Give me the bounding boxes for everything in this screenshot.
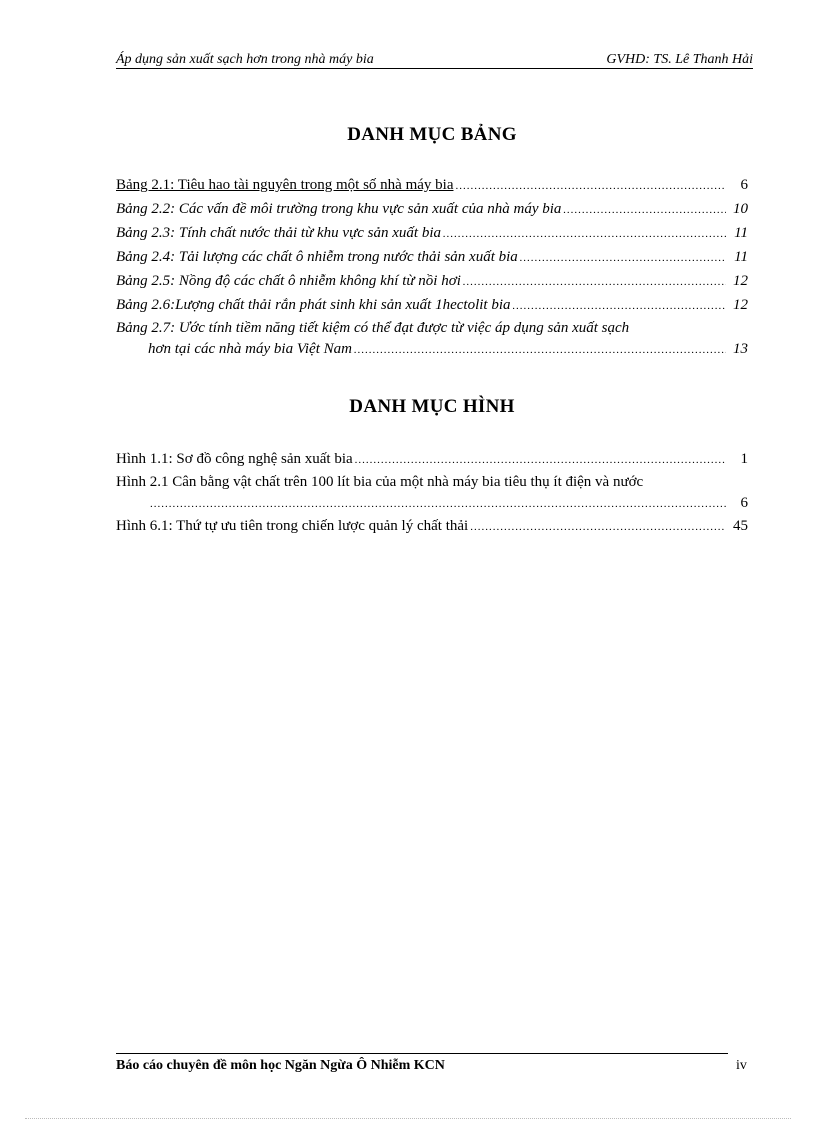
dot-leader [455, 180, 726, 192]
dot-leader [470, 521, 726, 533]
dot-leader [563, 204, 726, 216]
toc-entry-page: 12 [733, 273, 748, 289]
footer-title: Báo cáo chuyên đề môn học Ngăn Ngừa Ô Nhiễm KCN [116, 1058, 445, 1073]
toc-entry-label: Bảng 2.3: Tính chất nước thải từ khu vực sản xuất bia [116, 225, 442, 241]
toc-entry-label: Bảng 2.4: Tải lượng các chất ô nhiễm trong nước thải sản xuất bia [116, 249, 518, 265]
toc-entry-table-2-3[interactable] [116, 225, 748, 247]
tables-section-title: DANH MỤC BẢNG [347, 124, 517, 145]
footer-rule [116, 1053, 728, 1054]
figures-section-title: DANH MỤC HÌNH [349, 396, 515, 417]
toc-entry-table-2-2[interactable] [116, 201, 748, 223]
toc-entry-page: 6 [740, 177, 748, 193]
toc-entry-page: 13 [733, 341, 748, 357]
toc-entry-label: Bảng 2.1: Tiêu hao tài nguyên trong một số nhà máy bia [116, 177, 454, 193]
toc-entry-table-2-5[interactable] [116, 273, 748, 295]
toc-entry-label: Hình 1.1: Sơ đồ công nghệ sản xuất bia [116, 451, 353, 467]
toc-entry-figure-2-1[interactable] [148, 495, 748, 517]
toc-entry-table-2-7-line1[interactable]: Bảng 2.7: Ước tính tiềm năng tiết kiệm có thể đạt được từ việc áp dụng sản xuất sạch [116, 320, 630, 336]
toc-entry-page: 45 [733, 518, 748, 534]
header-title: Áp dụng sản xuất sạch hơn trong nhà máy bia [116, 52, 374, 67]
toc-entry-page: 11 [734, 225, 748, 241]
footer-page-number: iv [736, 1058, 747, 1073]
toc-entry-page: 11 [734, 249, 748, 265]
page-header [116, 50, 753, 69]
dot-leader [354, 344, 726, 356]
dot-leader [150, 498, 726, 510]
toc-entry-table-2-7[interactable] [148, 341, 748, 363]
toc-entry-figure-2-1-line1[interactable]: Hình 2.1 Cân bằng vật chất trên 100 lít bia của một nhà máy bia tiêu thụ ít điện và nước [116, 474, 644, 490]
toc-entry-figure-1-1[interactable] [116, 451, 748, 473]
toc-entry-figure-6-1[interactable] [116, 518, 748, 540]
dot-leader [520, 252, 726, 264]
toc-entry-label: hơn tại các nhà máy bia Việt Nam [148, 341, 352, 357]
toc-entry-label: Bảng 2.6:Lượng chất thải rắn phát sinh khi sản xuất 1hectolit bia [116, 297, 511, 313]
dot-leader [463, 276, 726, 288]
toc-entry-label: Hình 6.1: Thứ tự ưu tiên trong chiến lược quản lý chất thải [116, 518, 469, 534]
toc-entry-table-2-6[interactable] [116, 297, 748, 319]
toc-entry-page: 12 [733, 297, 748, 313]
toc-entry-page: 1 [740, 451, 748, 467]
toc-entry-table-2-1[interactable] [116, 177, 748, 199]
toc-entry-table-2-4[interactable] [116, 249, 748, 271]
dot-leader [443, 228, 726, 240]
header-advisor: GVHD: TS. Lê Thanh Hải [606, 52, 753, 67]
dot-leader [355, 454, 726, 466]
toc-entry-page: 10 [733, 201, 748, 217]
toc-entry-label: Bảng 2.5: Nồng độ các chất ô nhiễm không khí từ nồi hơi [116, 273, 461, 289]
toc-entry-label: Bảng 2.2: Các vấn đề môi trường trong khu vực sản xuất của nhà máy bia [116, 201, 562, 217]
page-edge-divider [25, 1118, 791, 1119]
dot-leader [513, 300, 727, 312]
toc-entry-page: 6 [740, 495, 748, 511]
